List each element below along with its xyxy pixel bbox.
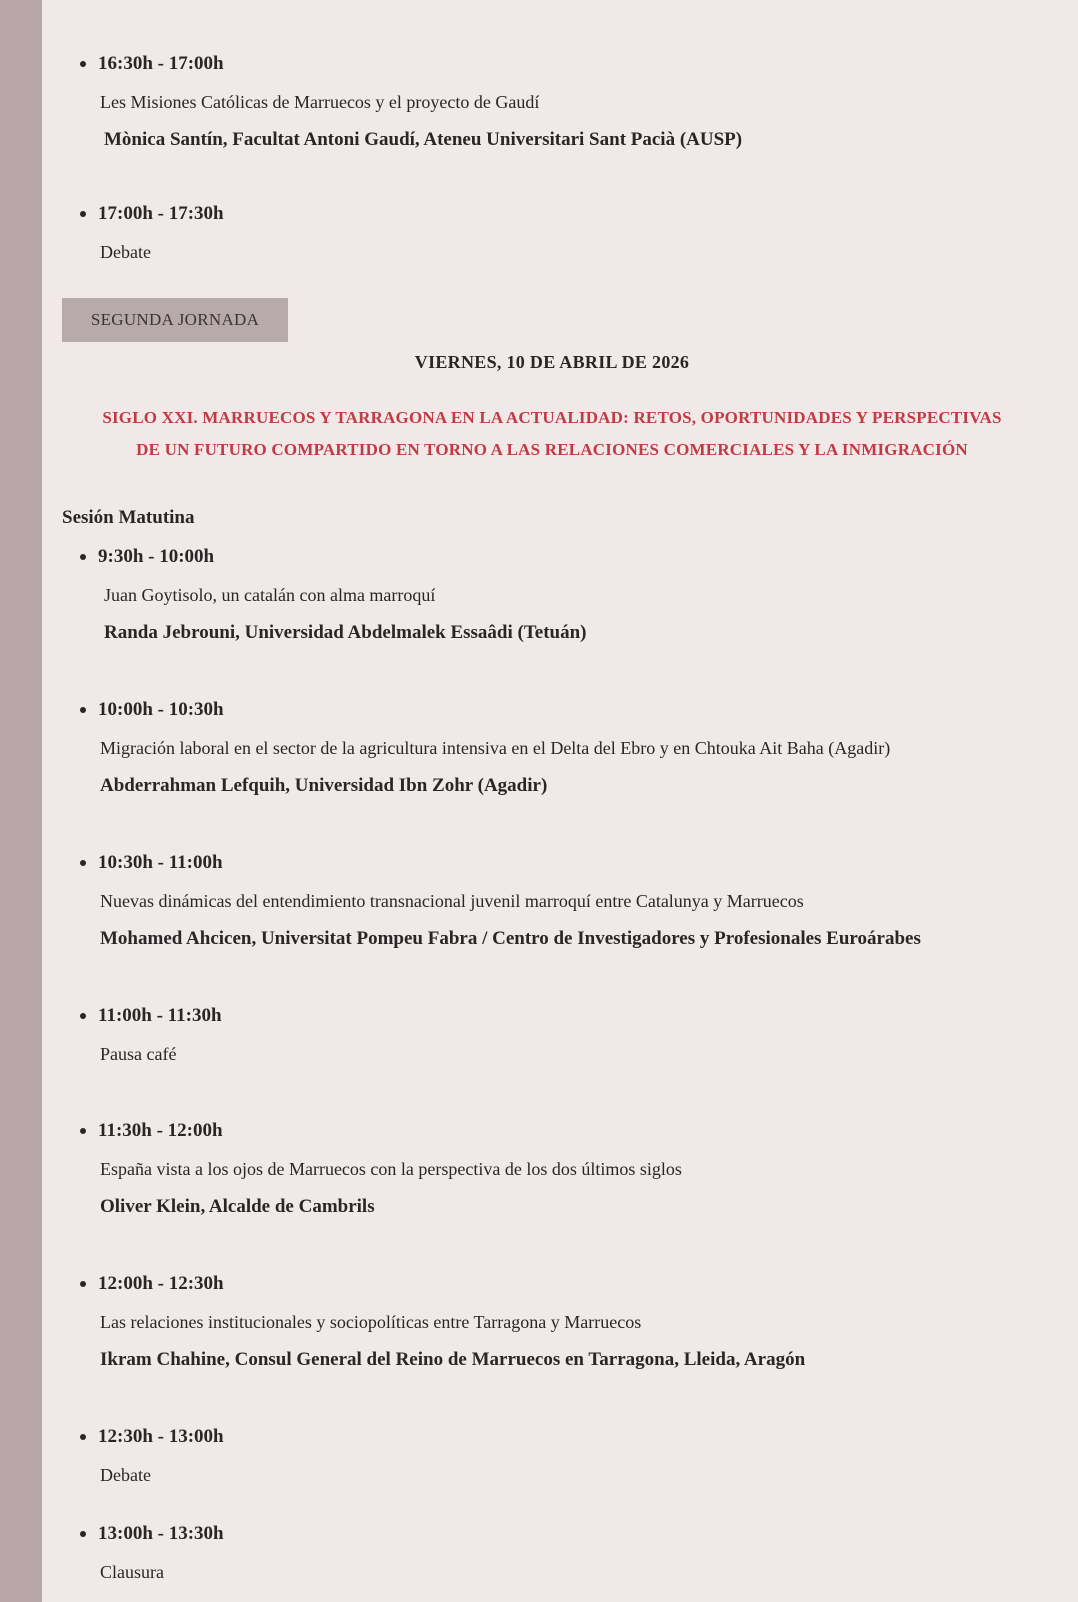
item-time: 11:30h - 12:00h (76, 1119, 1052, 1143)
item-speaker: Mònica Santín, Facultat Antoni Gaudí, Ateneu Universitari Sant Pacià (AUSP) (104, 129, 743, 150)
item-title: Pausa café (100, 1044, 177, 1064)
item-time: 11:00h - 11:30h (76, 1004, 1052, 1028)
item-title: Les Misiones Católicas de Marruecos y el proyecto de Gaudí (100, 92, 540, 112)
item-speaker: Ikram Chahine, Consul General del Reino de Marruecos en Tarragona, Lleida, Aragón (100, 1349, 806, 1370)
program-item (76, 1522, 1052, 1584)
item-title: Debate (100, 242, 151, 262)
item-time: 13:00h - 13:30h (76, 1522, 1052, 1546)
item-time: 17:00h - 17:30h (76, 202, 1052, 226)
item-time: 10:30h - 11:00h (76, 851, 1052, 875)
item-time: 10:00h - 10:30h (76, 698, 1052, 722)
program-content (62, 0, 1052, 1602)
day-theme-heading (62, 402, 1042, 466)
program-item (76, 1004, 1052, 1066)
program-item (76, 851, 1052, 951)
left-accent-bar (0, 0, 42, 1602)
item-time: 16:30h - 17:00h (76, 52, 1052, 76)
program-item (76, 698, 1052, 798)
program-item (76, 1119, 1052, 1219)
item-title: Juan Goytisolo, un catalán con alma marroquí (104, 585, 436, 605)
item-speaker: Randa Jebrouni, Universidad Abdelmalek Essaâdi (Tetuán) (104, 622, 587, 643)
theme-line-2: DE UN FUTURO COMPARTIDO EN TORNO A LAS RELACIONES COMERCIALES Y LA INMIGRACIÓN (136, 440, 968, 459)
program-item (76, 1272, 1052, 1372)
program-item (76, 202, 1052, 264)
item-title: Nuevas dinámicas del entendimiento transnacional juvenil marroquí entre Catalunya y Marruecos (100, 891, 804, 911)
program-item (76, 1425, 1052, 1487)
section-label-second-day: SEGUNDA JORNADA (62, 298, 288, 342)
session-heading: Sesión Matutina (62, 507, 195, 528)
item-speaker: Mohamed Ahcicen, Universitat Pompeu Fabra / Centro de Investigadores y Profesionales Euroárabes (100, 928, 921, 949)
item-title: Clausura (100, 1562, 164, 1582)
item-speaker: Oliver Klein, Alcalde de Cambrils (100, 1196, 375, 1217)
program-item (76, 545, 1052, 645)
theme-line-1: SIGLO XXI. MARRUECOS Y TARRAGONA EN LA ACTUALIDAD: RETOS, OPORTUNIDADES Y PERSPECTIVAS (102, 408, 1002, 427)
item-title: Migración laboral en el sector de la agricultura intensiva en el Delta del Ebro y en Chtouka Ait Baha (Agadir) (100, 738, 891, 758)
item-title: Debate (100, 1465, 151, 1485)
item-time: 12:00h - 12:30h (76, 1272, 1052, 1296)
item-time: 12:30h - 13:00h (76, 1425, 1052, 1449)
date-heading: VIERNES, 10 DE ABRIL DE 2026 (414, 352, 690, 372)
program-item (76, 52, 1052, 152)
item-time: 9:30h - 10:00h (76, 545, 1052, 569)
item-speaker: Abderrahman Lefquih, Universidad Ibn Zohr (Agadir) (100, 775, 548, 796)
item-title: Las relaciones institucionales y sociopolíticas entre Tarragona y Marruecos (100, 1312, 642, 1332)
item-title: España vista a los ojos de Marruecos con la perspectiva de los dos últimos siglos (100, 1159, 682, 1179)
